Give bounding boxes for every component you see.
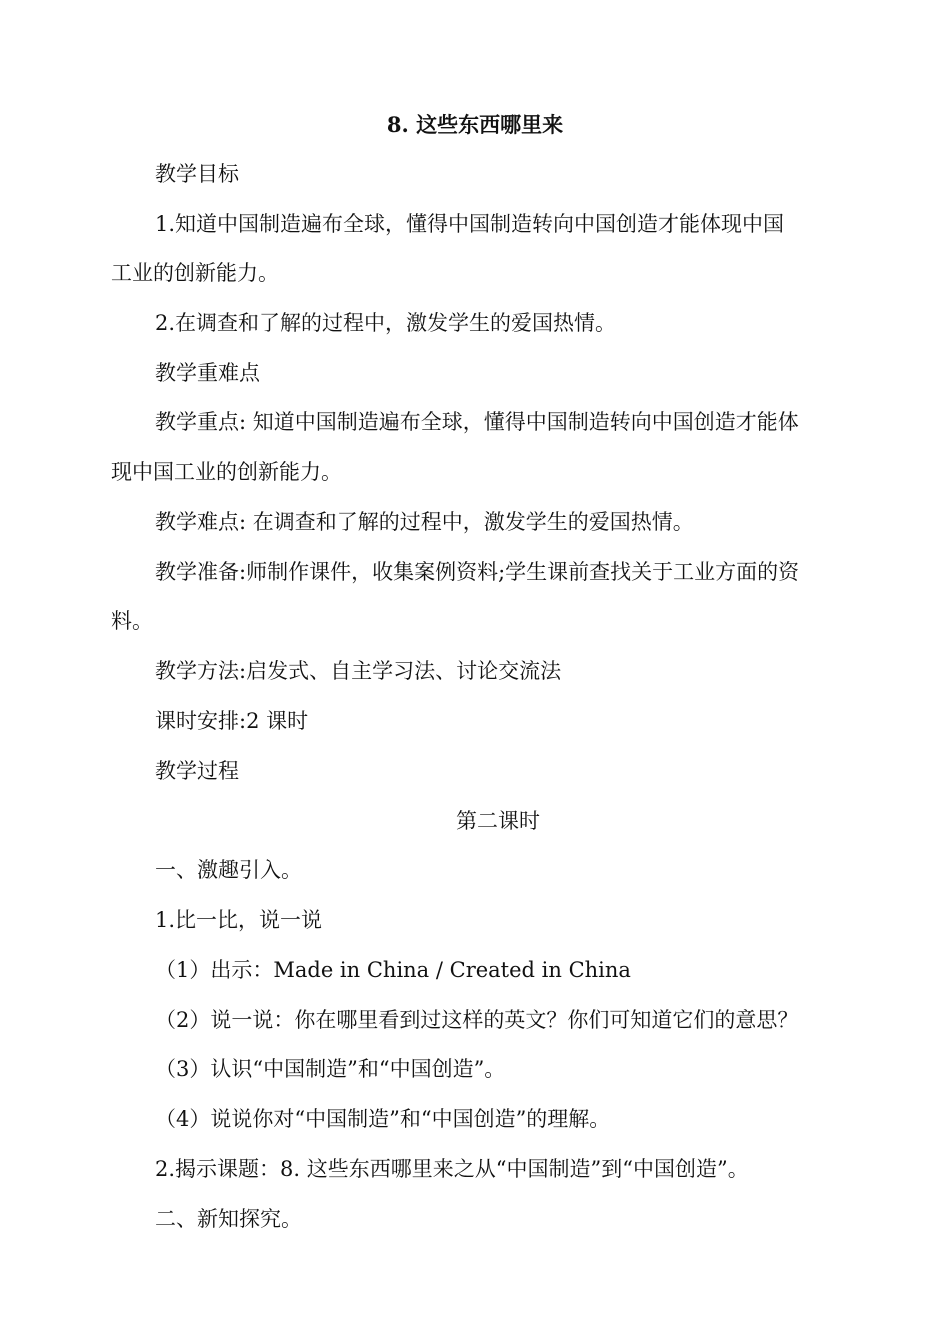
step-1-item-2: （2）说一说：你在哪里看到过这样的英文？你们可知道它们的意思？ <box>155 1008 799 1032</box>
goal-2: 2.在调查和了解的过程中，激发学生的爱国热情。 <box>155 311 617 335</box>
step-1-item-3: （3）认识“中国制造”和“中国创造”。 <box>155 1057 506 1081</box>
step-1: 1.比一比，说一说 <box>155 908 323 932</box>
heading-teaching-process: 教学过程 <box>155 759 239 783</box>
key-point-line-1: 教学重点: 知道中国制造遍布全球，懂得中国制造转向中国创造才能体 <box>155 410 799 434</box>
heading-teaching-goals: 教学目标 <box>155 162 239 186</box>
step-2: 2.揭示课题：8. 这些东西哪里来之从“中国制造”到“中国创造”。 <box>155 1157 749 1181</box>
heading-key-difficulties: 教学重难点 <box>155 361 260 385</box>
section-2-heading: 二、新知探究。 <box>155 1207 302 1231</box>
lesson-subtitle: 第二课时 <box>456 809 540 833</box>
class-hours: 课时安排:2 课时 <box>155 709 309 733</box>
goal-1-line-2: 工业的创新能力。 <box>111 261 279 285</box>
step-1-item-1: （1）出示：Made in China / Created in China <box>155 958 631 982</box>
goal-1-line-1: 1.知道中国制造遍布全球，懂得中国制造转向中国创造才能体现中国 <box>155 212 785 236</box>
difficulty-point: 教学难点: 在调查和了解的过程中，激发学生的爱国热情。 <box>155 510 694 534</box>
preparation-line-1: 教学准备:师制作课件，收集案例资料;学生课前查找关于工业方面的资 <box>155 560 800 584</box>
key-point-line-2: 现中国工业的创新能力。 <box>111 460 342 484</box>
step-1-item-4: （4）说说你对“中国制造”和“中国创造”的理解。 <box>155 1107 611 1131</box>
teaching-methods: 教学方法:启发式、自主学习法、讨论交流法 <box>155 659 562 683</box>
preparation-line-2: 料。 <box>111 609 153 633</box>
section-1-heading: 一、激趣引入。 <box>155 858 302 882</box>
document-title: 8. 这些东西哪里来 <box>386 112 564 137</box>
